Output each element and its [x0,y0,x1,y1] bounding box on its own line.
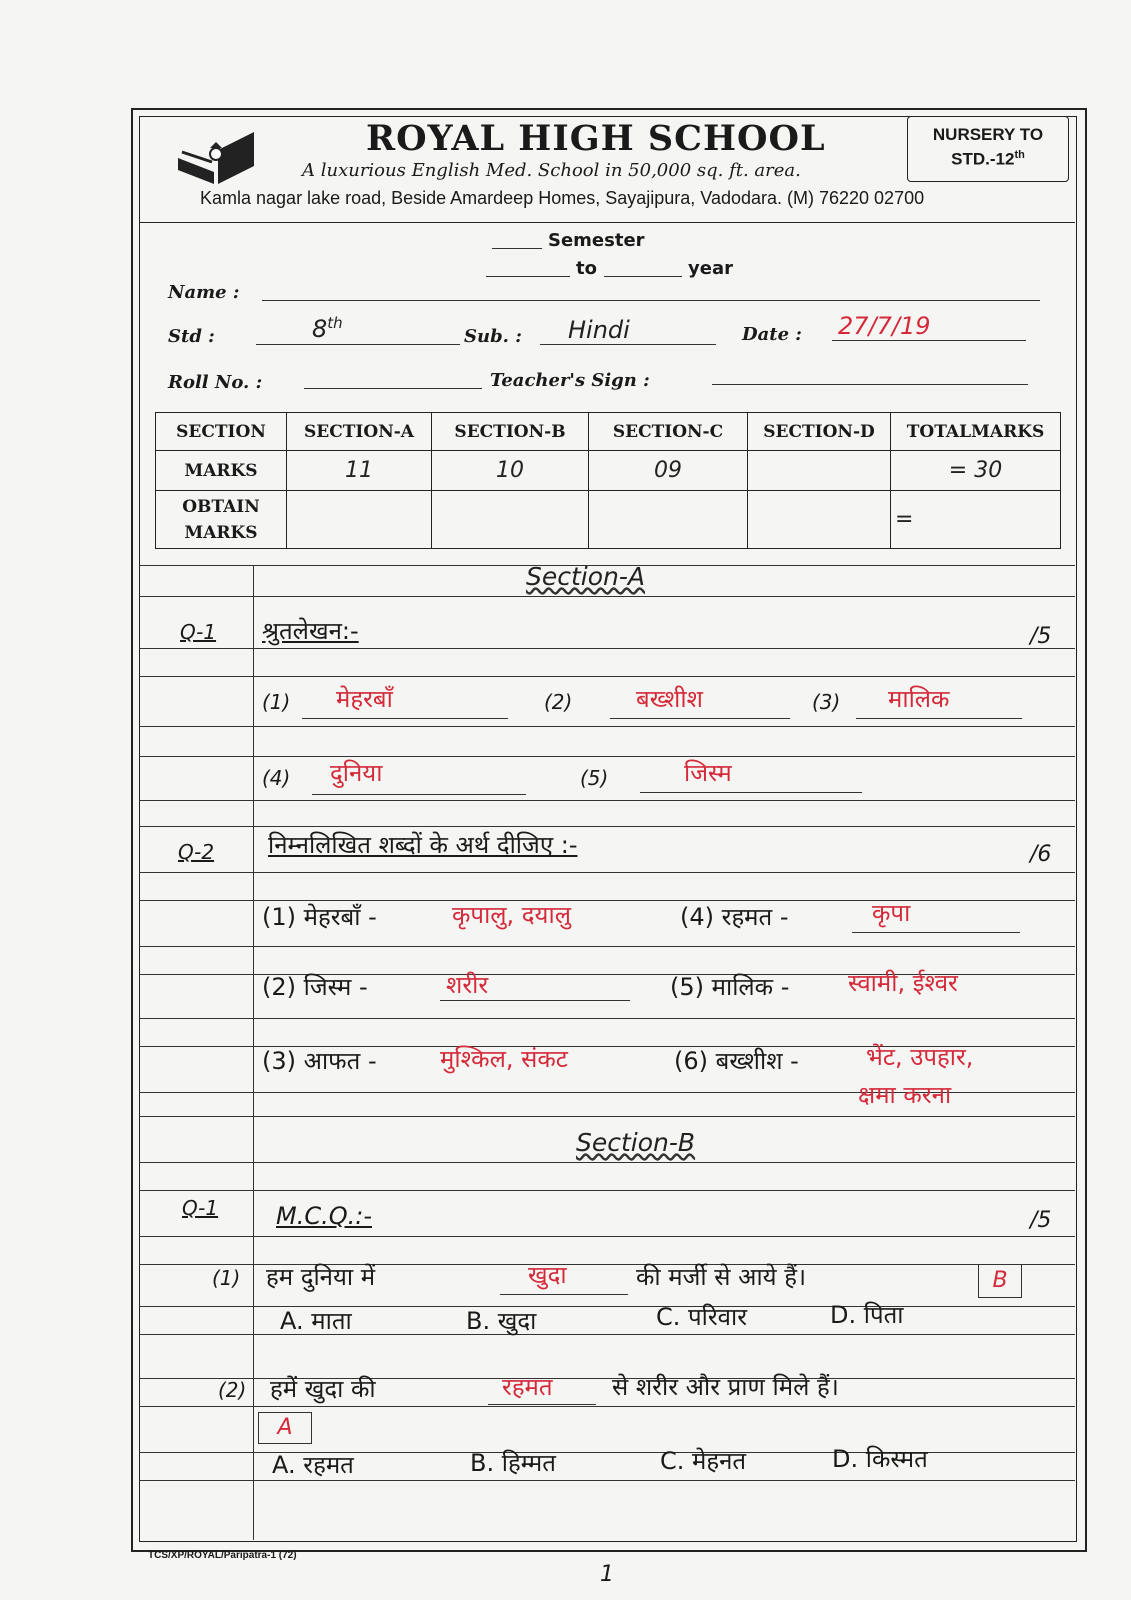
std-value-sup: th [327,314,343,332]
form-code: TCS/XP/ROYAL/Paripatra-1 (72) [148,1550,297,1561]
dictation-blank-3 [856,718,1022,719]
dictation-word-1: मेहरबाँ [336,685,393,713]
ruled-line [139,1018,1075,1019]
obtain-d [748,491,891,549]
mcq2-text-part2: से शरीर और प्राण मिले हैं। [612,1373,839,1401]
ruled-line [139,1190,1075,1191]
dictation-blank-5 [640,792,862,793]
mcq-marks: /5 [1030,1208,1052,1233]
marks-a-value: 11 [287,451,432,491]
school-address: Kamla nagar lake road, Beside Amardeep Homes, Sayajipura, Vadodara. (M) 76220 02700 [200,188,925,208]
meaning-answer-5: स्वामी, ईश्वर [848,969,958,997]
marks-header-a: SECTION-A [287,413,432,451]
marks-row-label: MARKS [156,451,287,491]
school-name: ROYAL HIGH SCHOOL [366,118,826,159]
dictation-num-1: (1) [262,690,291,714]
ruled-line [139,676,1075,677]
marks-c-value: 09 [589,451,748,491]
std-value [312,314,343,343]
ruled-line [139,596,1075,597]
obtain-c [589,491,748,549]
marks-b-value: 10 [432,451,589,491]
obtain-a [287,491,432,549]
dictation-blank-4 [312,794,526,795]
meaning-term-2: (2) जिस्म - [262,973,368,1001]
school-tagline: A luxurious English Med. School in 50,000 sq. ft. area. [302,160,801,181]
section-b-title: Section-B [576,1128,696,1157]
std-field [256,344,460,345]
meaning-answer-6-cont: क्षमा करना [858,1081,952,1109]
meaning-term-5: (5) मालिक - [670,973,790,1001]
marks-header-b: SECTION-B [432,413,589,451]
sub-value: Hindi [568,316,630,344]
date-field [832,340,1026,341]
header-divider [139,222,1075,223]
marks-total-value: = 30 [891,451,1061,491]
ruled-line [139,726,1075,727]
std-value-number: 8 [312,315,328,343]
mcq1-blank-answer: खुदा [528,1261,567,1289]
section-a-title: Section-A [526,562,646,591]
teacher-sign-field [712,384,1028,385]
to-label: to [576,258,597,279]
ruled-line [139,1406,1075,1407]
dictation-word-3: मालिक [888,685,950,713]
grade-range-line1: NURSERY TO [932,125,1044,144]
page-number: 1 [600,1562,614,1587]
grade-range-line2 [908,149,1068,170]
q1-title: श्रुतलेखन:- [262,617,359,645]
mcq2-option-b: B. हिम्मत [470,1449,556,1477]
meaning-term-6: (6) बख्शीश - [674,1047,799,1075]
obtain-row [156,491,1061,549]
dictation-num-2: (2) [544,690,573,714]
dictation-word-2: बख्शीश [636,685,703,713]
ruled-line [139,1162,1075,1163]
dictation-num-4: (4) [262,766,291,790]
marks-header-c: SECTION-C [589,413,748,451]
ruled-line [139,1236,1075,1237]
sub-label: Sub. : [464,326,522,347]
dictation-word-4: दुनिया [330,759,383,787]
marks-table-header-row [156,413,1061,451]
ruled-line [139,946,1075,947]
q2-number: Q-2 [178,840,215,864]
semester-label: Semester [548,230,645,251]
meaning-answer-3: मुश्किल, संकट [440,1045,568,1073]
ruled-line [139,1116,1075,1117]
meaning-blank-4 [852,932,1020,933]
mcq1-option-a: A. माता [280,1307,352,1335]
mcq1-text-part1: हम दुनिया में [266,1263,376,1291]
marks-header-d: SECTION-D [748,413,891,451]
marks-header-total: TOTALMARKS [891,413,1061,451]
meaning-answer-4: कृपा [872,899,911,927]
mcq1-option-d: D. पिता [830,1301,904,1329]
mcq-q1-number: Q-1 [182,1196,219,1220]
obtain-b [432,491,589,549]
mcq2-text-part1: हमें खुदा की [270,1375,376,1403]
q2-title: निम्नलिखित शब्दों के अर्थ दीजिए :- [268,831,578,859]
marks-row [156,451,1061,491]
meaning-term-4: (4) रहमत - [680,903,789,931]
marks-d-value [748,451,891,491]
meaning-answer-1: कृपालु, दयालु [452,901,571,929]
obtain-row-label-2: MARKS [184,522,258,543]
mcq2-blank [488,1404,596,1405]
mcq2-option-d: D. किस्मत [832,1445,928,1473]
obtain-row-label-1: OBTAIN [182,496,260,517]
roll-field [304,388,482,389]
name-label: Name : [168,282,240,303]
dictation-blank-2 [610,718,790,719]
ruled-line [139,756,1075,757]
obtain-row-label [156,491,287,549]
mcq2-blank-answer: रहमत [502,1373,553,1401]
q1-number: Q-1 [180,620,217,644]
meaning-answer-2: शरीर [446,971,489,999]
roll-label: Roll No. : [168,372,263,393]
year-label: year [688,258,733,279]
q2-marks: /6 [1030,842,1052,867]
mcq2-option-a: A. रहमत [272,1451,354,1479]
grade-range-box [907,116,1069,182]
ruled-line [139,872,1075,873]
teacher-sign-label: Teacher's Sign : [490,370,650,391]
marks-header-section: SECTION [156,413,287,451]
sub-field [540,344,716,345]
meaning-answer-6: भेंट, उपहार, [866,1043,974,1071]
dictation-num-3: (3) [812,690,841,714]
year-to-blank [604,276,682,277]
marks-table [155,412,1061,549]
name-field [262,300,1040,301]
ruled-line [139,800,1075,801]
mcq2-num: (2) [218,1378,247,1402]
dictation-word-5: जिस्म [684,759,732,787]
grade-range-sup: th [1014,149,1025,161]
meaning-term-3: (3) आफत - [262,1047,377,1075]
mcq1-blank [500,1294,628,1295]
dictation-num-5: (5) [580,766,609,790]
obtain-total: = [891,491,1061,549]
meaning-term-1: (1) मेहरबाँ - [262,903,377,931]
grade-range-text: STD.-12 [951,149,1015,169]
ruled-line [139,648,1075,649]
date-label: Date : [742,324,802,345]
dictation-blank-1 [302,718,508,719]
book-logo-icon [176,128,256,186]
mcq1-answer-box: B [978,1264,1022,1298]
semester-blank [492,248,542,249]
mcq-title: M.C.Q.:- [276,1202,372,1230]
year-from-blank [486,276,570,277]
meaning-blank-2 [440,1000,630,1001]
date-value: 27/7/19 [838,312,931,340]
margin-line [253,565,254,1540]
mcq1-option-b: B. खुदा [466,1307,537,1335]
std-label: Std : [168,326,215,347]
mcq1-option-c: C. परिवार [656,1303,748,1331]
mcq2-option-c: C. मेहनत [660,1447,747,1475]
ruled-line [139,826,1075,827]
mcq2-answer-box: A [258,1412,312,1444]
q1-marks: /5 [1030,624,1052,649]
mcq1-text-part2: की मर्जी से आये हैं। [636,1263,807,1291]
mcq1-num: (1) [212,1266,241,1290]
